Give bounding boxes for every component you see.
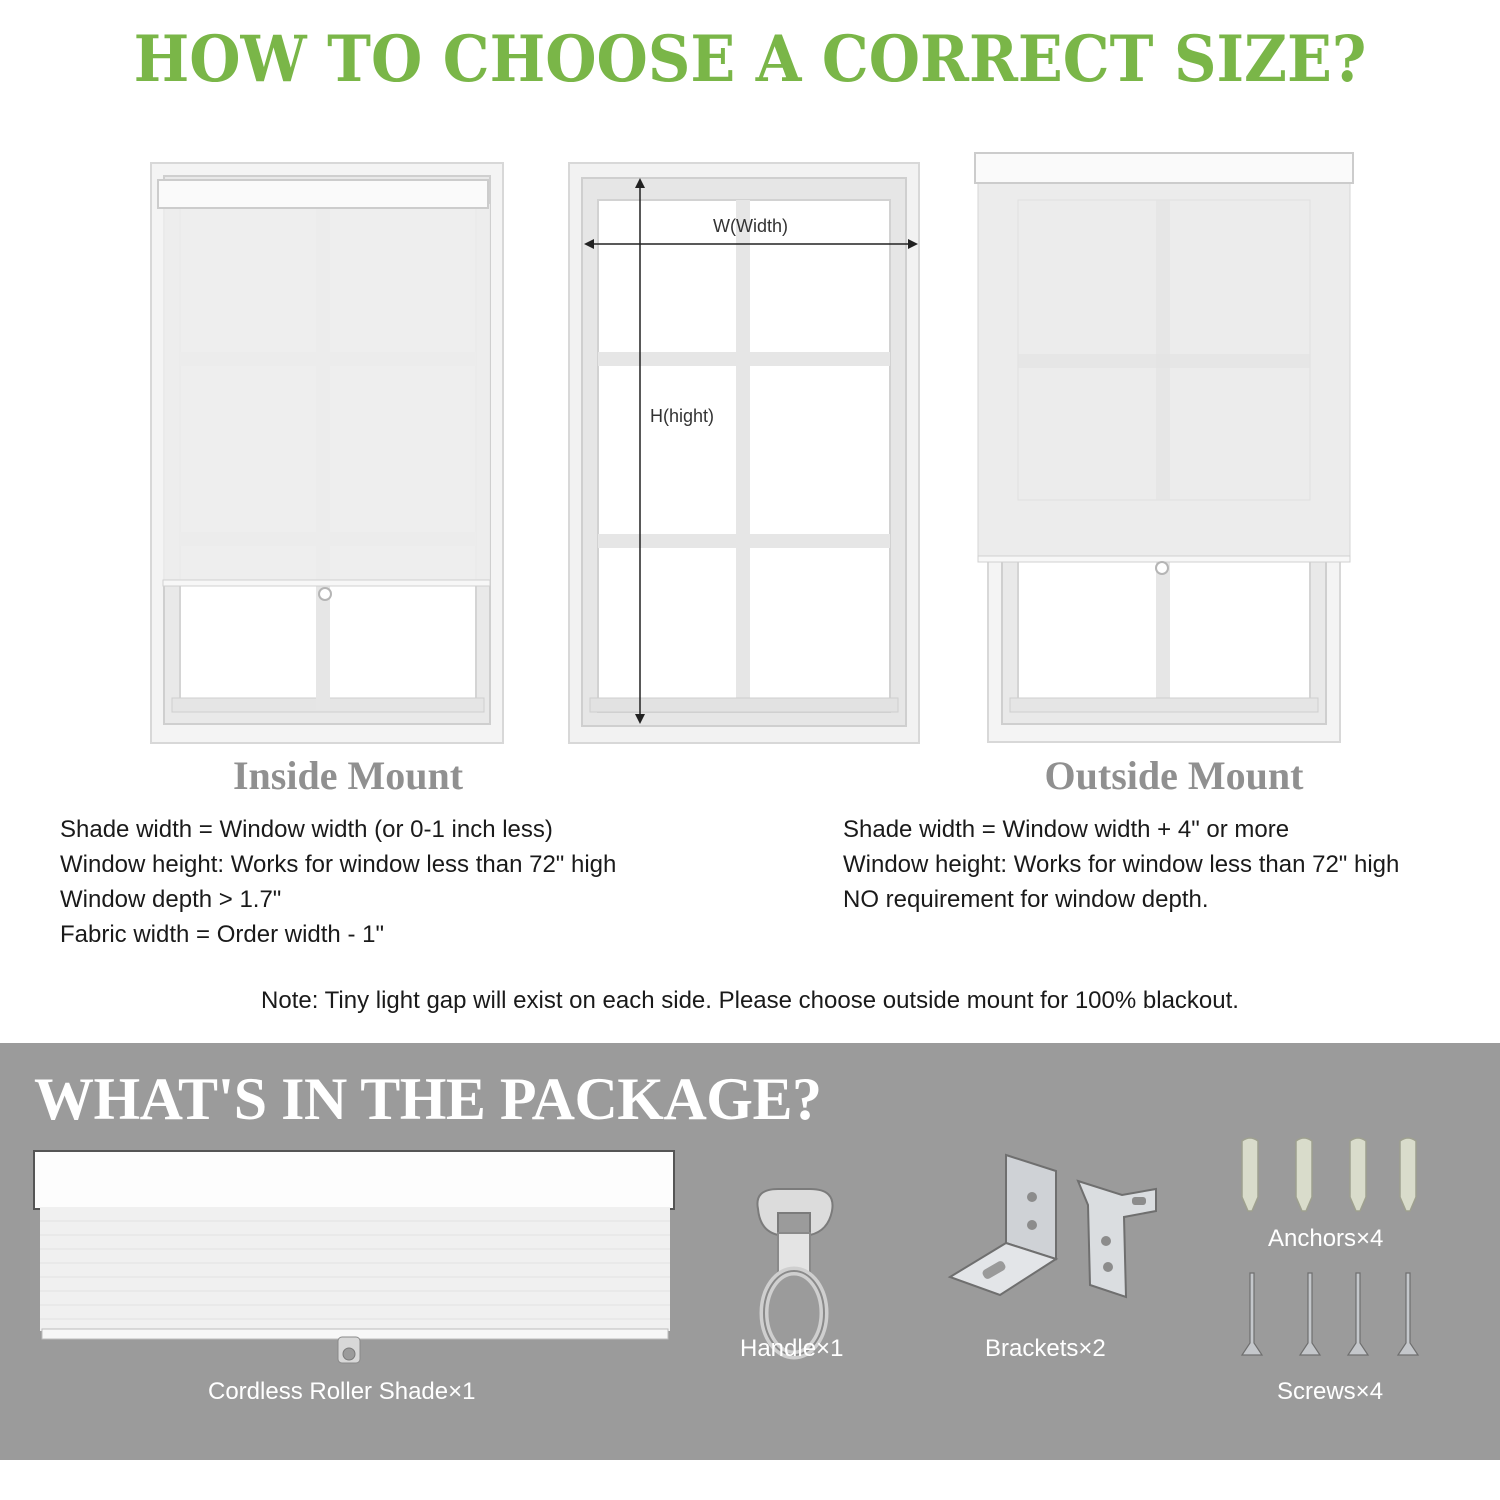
outside-mount-specs	[843, 812, 1399, 917]
outside-spec-width: Shade width = Window width + 4" or more	[843, 816, 1290, 843]
handle-label: Handle×1	[740, 1335, 844, 1362]
outside-mount-diagram	[972, 150, 1356, 744]
anchors-image	[1228, 1135, 1428, 1215]
brackets-image	[946, 1149, 1162, 1309]
height-label: H(hight)	[650, 406, 715, 426]
measurement-diagram	[568, 162, 920, 744]
screws-image	[1234, 1271, 1424, 1361]
inside-spec-depth: Window depth > 1.7"	[60, 886, 282, 913]
blackout-note: Note: Tiny light gap will exist on each side. Please choose outside mount for 100% blackout.	[261, 987, 1239, 1014]
inside-mount-specs	[60, 812, 616, 952]
width-label: W(Width)	[713, 216, 788, 236]
inside-spec-fabric: Fabric width = Order width - 1"	[60, 921, 384, 948]
shade-label: Cordless Roller Shade×1	[208, 1378, 476, 1405]
package-title: WHAT'S IN THE PACKAGE?	[34, 1066, 822, 1132]
brackets-label: Brackets×2	[985, 1335, 1106, 1362]
inside-mount-label: Inside Mount	[232, 753, 464, 798]
outside-mount-label: Outside Mount	[1044, 753, 1304, 798]
anchors-label: Anchors×4	[1268, 1225, 1384, 1252]
package-section	[0, 1043, 1500, 1460]
outside-spec-depth: NO requirement for window depth.	[843, 886, 1209, 913]
outside-spec-height: Window height: Works for window less than 72" high	[843, 851, 1400, 878]
inside-spec-width: Shade width = Window width (or 0-1 inch less)	[60, 816, 553, 843]
screws-label: Screws×4	[1277, 1378, 1384, 1405]
roller-shade-image	[32, 1149, 678, 1369]
page-title: HOW TO CHOOSE A CORRECT SIZE?	[133, 22, 1367, 97]
inside-spec-height: Window height: Works for window less than 72" high	[60, 851, 617, 878]
inside-mount-diagram	[150, 162, 504, 744]
